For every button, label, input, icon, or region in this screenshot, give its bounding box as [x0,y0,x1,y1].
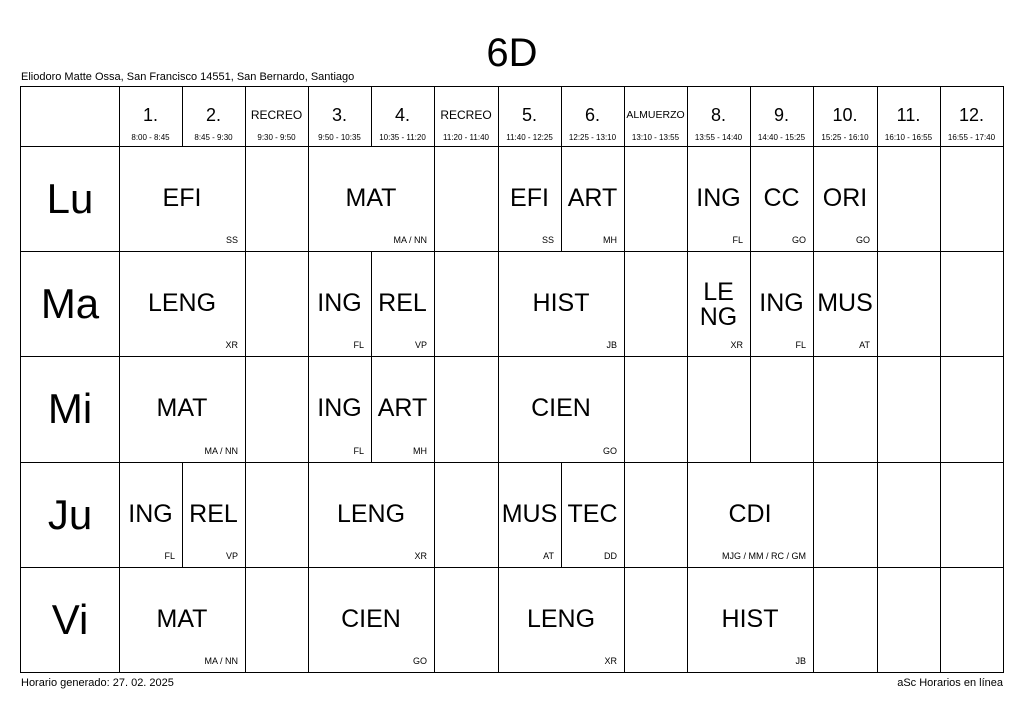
lesson-cell[interactable] [750,146,813,251]
grid-line [877,356,878,462]
lesson-subject: EFI [510,184,549,212]
lesson-cell[interactable] [182,462,245,567]
period-number: 9. [773,105,789,125]
lesson-cell[interactable] [308,146,434,251]
grid-line [687,356,688,462]
grid-line [624,356,625,462]
lesson-cell[interactable] [498,251,624,356]
lesson-subject: CDI [728,500,772,528]
grid-line [182,87,183,146]
grid-line [624,462,625,567]
period-number: 1. [142,105,158,125]
day-label-ju: Ju [47,491,93,538]
lesson-teacher: SS [541,235,554,245]
grid-line [940,146,941,251]
lesson-teacher: MJG / MM / RC / GM [722,551,806,561]
grid-line [561,87,562,146]
period-time: 13:10 - 13:55 [631,133,680,142]
lesson-teacher: MH [603,235,617,245]
lesson-teacher: MH [413,446,427,456]
lesson-cell[interactable] [119,462,182,567]
break-label: RECREO [250,108,303,122]
lesson-subject: MAT [156,605,208,633]
grid-line [245,251,246,356]
break-header [624,87,687,146]
period-header [371,87,434,146]
grid-line [434,87,435,146]
lesson-subject: CIEN [341,605,401,633]
grid-line [940,87,941,146]
day-label-ma: Ma [40,280,100,327]
period-number: 4. [394,105,410,125]
grid-line [877,462,878,567]
lesson-cell[interactable] [119,567,245,672]
grid-line [434,146,435,251]
period-number: 3. [331,105,347,125]
lesson-subject: REL [378,289,427,317]
grid-line [877,146,878,251]
lesson-cell[interactable] [119,251,245,356]
lesson-cell[interactable] [498,567,624,672]
lesson-subject: CIEN [531,394,591,422]
lesson-teacher: GO [855,235,870,245]
lesson-cell[interactable] [308,251,371,356]
grid-line [624,146,625,251]
grid-line [877,251,878,356]
lesson-teacher: XR [604,656,617,666]
period-time: 15:25 - 16:10 [821,133,869,142]
period-header [877,87,940,146]
lesson-teacher: AT [543,551,554,561]
grid-line [940,251,941,356]
lesson-subject: MUS [817,289,873,317]
lesson-teacher: DD [604,551,617,561]
grid-line [877,87,878,146]
grid-line [245,146,246,251]
grid-line [877,567,878,672]
period-time: 9:50 - 10:35 [318,133,361,142]
period-number: 12. [958,105,985,125]
lesson-subject: EFI [162,184,202,212]
lesson-teacher: XR [414,551,427,561]
lesson-subject: HIST [532,289,590,317]
lesson-teacher: FL [795,340,806,350]
break-header [434,87,498,146]
lesson-subject: ART [567,184,618,212]
lesson-teacher: JB [606,340,617,350]
grid-line [245,462,246,567]
grid-line [245,567,246,672]
lesson-cell[interactable] [119,356,245,462]
lesson-cell[interactable] [308,462,434,567]
lesson-subject: LENG [526,605,596,633]
lesson-subject: ING [317,289,362,317]
lesson-cell[interactable] [813,146,877,251]
lesson-cell[interactable] [119,146,245,251]
period-time: 12:25 - 13:10 [568,133,617,142]
lesson-cell[interactable] [498,462,561,567]
lesson-subject: HIST [721,605,779,633]
lesson-subject: TEC [567,500,618,528]
period-header [119,87,182,146]
break-header [245,87,308,146]
grid-line [813,567,814,672]
generator-credit: aSc Horarios en línea [897,677,1003,689]
grid-line [434,462,435,567]
grid-line [624,251,625,356]
lesson-subject: ING [696,184,741,212]
period-time: 8:00 - 8:45 [131,133,170,142]
grid-line [940,356,941,462]
grid-line [940,462,941,567]
period-number: 2. [205,105,221,125]
lesson-teacher: MA / NN [204,446,238,456]
day-label-vi: Vi [51,596,89,643]
lesson-teacher: AT [859,340,870,350]
lesson-teacher: SS [225,235,238,245]
generated-date: Horario generado: 27. 02. 2025 [21,677,174,689]
lesson-subject: MAT [345,184,397,212]
lesson-teacher: FL [353,340,364,350]
period-header [687,87,750,146]
grid-line [940,567,941,672]
lesson-cell[interactable] [498,146,561,251]
lesson-teacher: MA / NN [204,656,238,666]
grid-line [750,356,751,462]
lesson-teacher: XR [730,340,743,350]
period-header [750,87,813,146]
lesson-cell[interactable] [687,567,813,672]
grid-line [750,87,751,146]
period-time: 13:55 - 14:40 [694,133,743,142]
grid-line [245,87,246,146]
grid-line [624,567,625,672]
lesson-cell[interactable] [308,356,371,462]
lesson-subject: ORI [822,184,868,212]
timetable-grid [20,86,1004,673]
lesson-subject: REL [189,500,238,528]
grid-line [624,87,625,146]
lesson-cell[interactable] [750,251,813,356]
grid-line [498,87,499,146]
lesson-teacher: GO [412,656,427,666]
grid-line [687,87,688,146]
lesson-subject: ART [377,394,428,422]
lesson-cell[interactable] [687,146,750,251]
lesson-cell[interactable] [561,462,624,567]
period-time: 9:30 - 9:50 [257,133,296,142]
grid-line [245,356,246,462]
lesson-subject: LENG [336,500,406,528]
grid-line [371,87,372,146]
lesson-teacher: JB [795,656,806,666]
grid-line [434,356,435,462]
day-label-mi: Mi [47,385,93,432]
school-address: Eliodoro Matte Ossa, San Francisco 14551, San Bernardo, Santiago [21,71,355,83]
lesson-subject: ING [759,289,804,317]
grid-line [434,567,435,672]
period-header [940,87,1003,146]
lesson-subject: ING [317,394,362,422]
lesson-cell[interactable] [371,356,434,462]
lesson-cell[interactable] [561,146,624,251]
lesson-subject: ING [128,500,173,528]
day-label-lu: Lu [46,175,94,222]
lesson-teacher: XR [225,340,238,350]
lesson-cell[interactable] [371,251,434,356]
period-time: 11:20 - 11:40 [443,133,489,142]
period-header [813,87,877,146]
lesson-subject: MUS [501,500,558,528]
period-time: 16:10 - 16:55 [884,133,933,142]
lesson-subject: LENG [147,289,217,317]
grid-line [813,462,814,567]
lesson-teacher: VP [414,340,427,350]
period-header [561,87,624,146]
period-number: 11. [896,105,921,125]
period-number: 8. [710,105,726,125]
lesson-cell[interactable] [687,251,750,356]
lesson-cell[interactable] [308,567,434,672]
lesson-subject: LENG [699,278,738,331]
break-label: ALMUERZO [626,109,685,121]
lesson-subject: MAT [156,394,208,422]
lesson-cell[interactable] [498,356,624,462]
page-title: 6D [486,31,538,75]
grid-line [308,87,309,146]
lesson-teacher: VP [225,551,238,561]
lesson-teacher: FL [732,235,743,245]
period-number: 5. [521,105,537,125]
lesson-teacher: GO [602,446,617,456]
grid-line [813,87,814,146]
period-time: 10:35 - 11:20 [379,133,426,142]
period-time: 14:40 - 15:25 [757,133,806,142]
period-header [182,87,245,146]
lesson-cell[interactable] [813,251,877,356]
period-header [498,87,561,146]
lesson-teacher: FL [353,446,364,456]
lesson-subject: CC [763,184,800,212]
grid-line [434,251,435,356]
period-number: 10. [832,105,858,125]
lesson-cell[interactable] [687,462,813,567]
lesson-teacher: MA / NN [393,235,427,245]
period-header [308,87,371,146]
period-time: 11:40 - 12:25 [506,133,553,142]
period-time: 16:55 - 17:40 [947,133,996,142]
break-label: RECREO [440,108,492,122]
lesson-teacher: FL [164,551,175,561]
period-number: 6. [584,105,600,125]
period-time: 8:45 - 9:30 [194,133,233,142]
grid-line [813,356,814,462]
lesson-teacher: GO [791,235,806,245]
